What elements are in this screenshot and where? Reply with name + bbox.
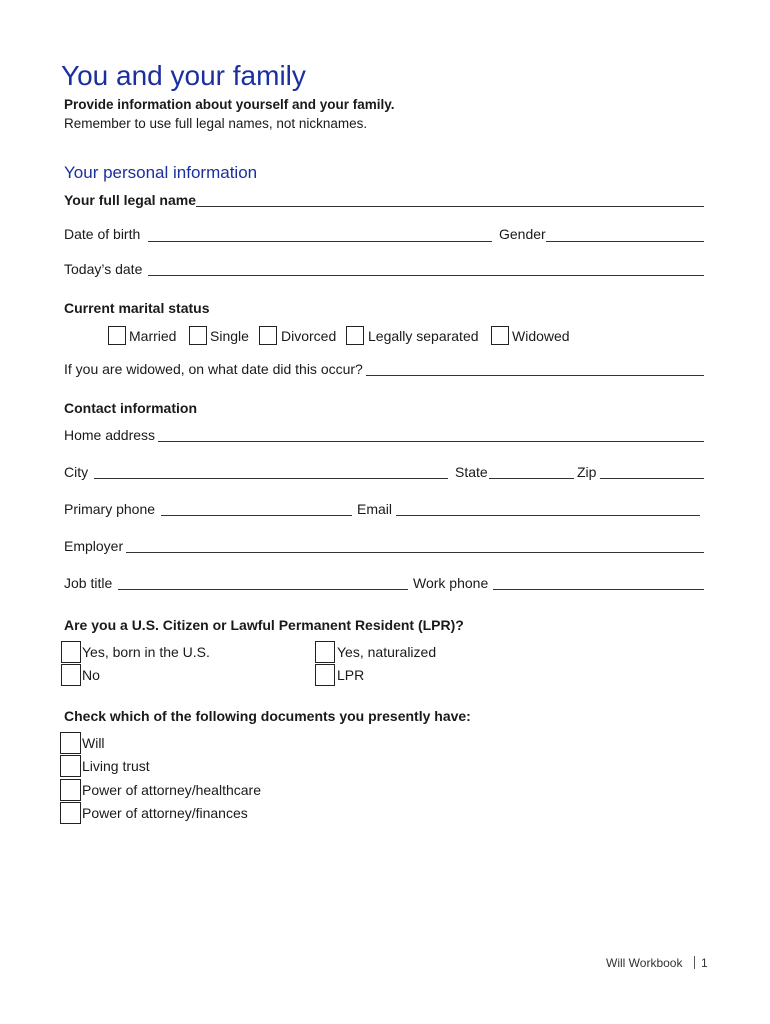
city-label: City xyxy=(64,464,89,480)
full-name-field[interactable] xyxy=(196,206,704,207)
widowed-checkbox[interactable] xyxy=(491,326,509,345)
work-phone-field[interactable] xyxy=(493,589,704,590)
poa-finances-checkbox[interactable] xyxy=(60,802,81,824)
married-checkbox[interactable] xyxy=(108,326,126,345)
naturalized-checkbox[interactable] xyxy=(315,641,335,663)
job-title-label: Job title xyxy=(64,575,113,591)
gender-label: Gender xyxy=(499,226,546,242)
page-subtitle: Provide information about yourself and your family. xyxy=(64,97,395,112)
section-title-personal: Your personal information xyxy=(64,163,258,182)
divorced-label: Divorced xyxy=(281,328,337,344)
primary-phone-label: Primary phone xyxy=(64,501,156,517)
primary-phone-field[interactable] xyxy=(161,515,352,516)
employer-field[interactable] xyxy=(126,552,704,553)
citizenship-question: Are you a U.S. Citizen or Lawful Permanent Resident (LPR)? xyxy=(64,617,464,633)
work-phone-label: Work phone xyxy=(413,575,489,591)
married-label: Married xyxy=(129,328,177,344)
city-field[interactable] xyxy=(94,478,448,479)
widowed-date-label: If you are widowed, on what date did this occur? xyxy=(64,361,363,377)
footer-workbook-label: Will Workbook xyxy=(606,956,683,970)
dob-label: Date of birth xyxy=(64,226,141,242)
gender-field[interactable] xyxy=(546,241,704,242)
no-label: No xyxy=(82,667,100,683)
legally-separated-checkbox[interactable] xyxy=(346,326,364,345)
born-in-us-label: Yes, born in the U.S. xyxy=(82,644,210,660)
no-checkbox[interactable] xyxy=(61,664,81,686)
state-label: State xyxy=(455,464,488,480)
email-label: Email xyxy=(357,501,393,517)
documents-question: Check which of the following documents you presently have: xyxy=(64,708,471,724)
lpr-label: LPR xyxy=(337,667,365,683)
dob-field[interactable] xyxy=(148,241,492,242)
marital-status-heading: Current marital status xyxy=(64,300,210,316)
todays-date-field[interactable] xyxy=(148,275,704,276)
page-instructions: Remember to use full legal names, not nicknames. xyxy=(64,116,368,131)
job-title-field[interactable] xyxy=(118,589,408,590)
home-address-label: Home address xyxy=(64,427,156,443)
naturalized-label: Yes, naturalized xyxy=(337,644,437,660)
contact-heading: Contact information xyxy=(64,400,197,416)
full-name-label: Your full legal name xyxy=(64,192,196,208)
email-field[interactable] xyxy=(396,515,700,516)
will-checkbox[interactable] xyxy=(60,732,81,754)
divorced-checkbox[interactable] xyxy=(259,326,277,345)
page-title: You and your family xyxy=(61,60,306,91)
single-label: Single xyxy=(210,328,249,344)
footer-page-number: 1 xyxy=(701,956,708,970)
poa-finances-label: Power of attorney/finances xyxy=(82,805,248,821)
footer-divider xyxy=(694,956,695,969)
employer-label: Employer xyxy=(64,538,124,554)
widowed-label: Widowed xyxy=(512,328,570,344)
poa-healthcare-label: Power of attorney/healthcare xyxy=(82,782,261,798)
widowed-date-field[interactable] xyxy=(366,375,704,376)
poa-healthcare-checkbox[interactable] xyxy=(60,779,81,801)
living-trust-label: Living trust xyxy=(82,758,150,774)
todays-date-label: Today’s date xyxy=(64,261,143,277)
zip-label: Zip xyxy=(577,464,597,480)
single-checkbox[interactable] xyxy=(189,326,207,345)
zip-field[interactable] xyxy=(600,478,704,479)
home-address-field[interactable] xyxy=(158,441,704,442)
will-label: Will xyxy=(82,735,105,751)
legally-separated-label: Legally separated xyxy=(368,328,479,344)
lpr-checkbox[interactable] xyxy=(315,664,335,686)
living-trust-checkbox[interactable] xyxy=(60,755,81,777)
born-in-us-checkbox[interactable] xyxy=(61,641,81,663)
state-field[interactable] xyxy=(489,478,574,479)
